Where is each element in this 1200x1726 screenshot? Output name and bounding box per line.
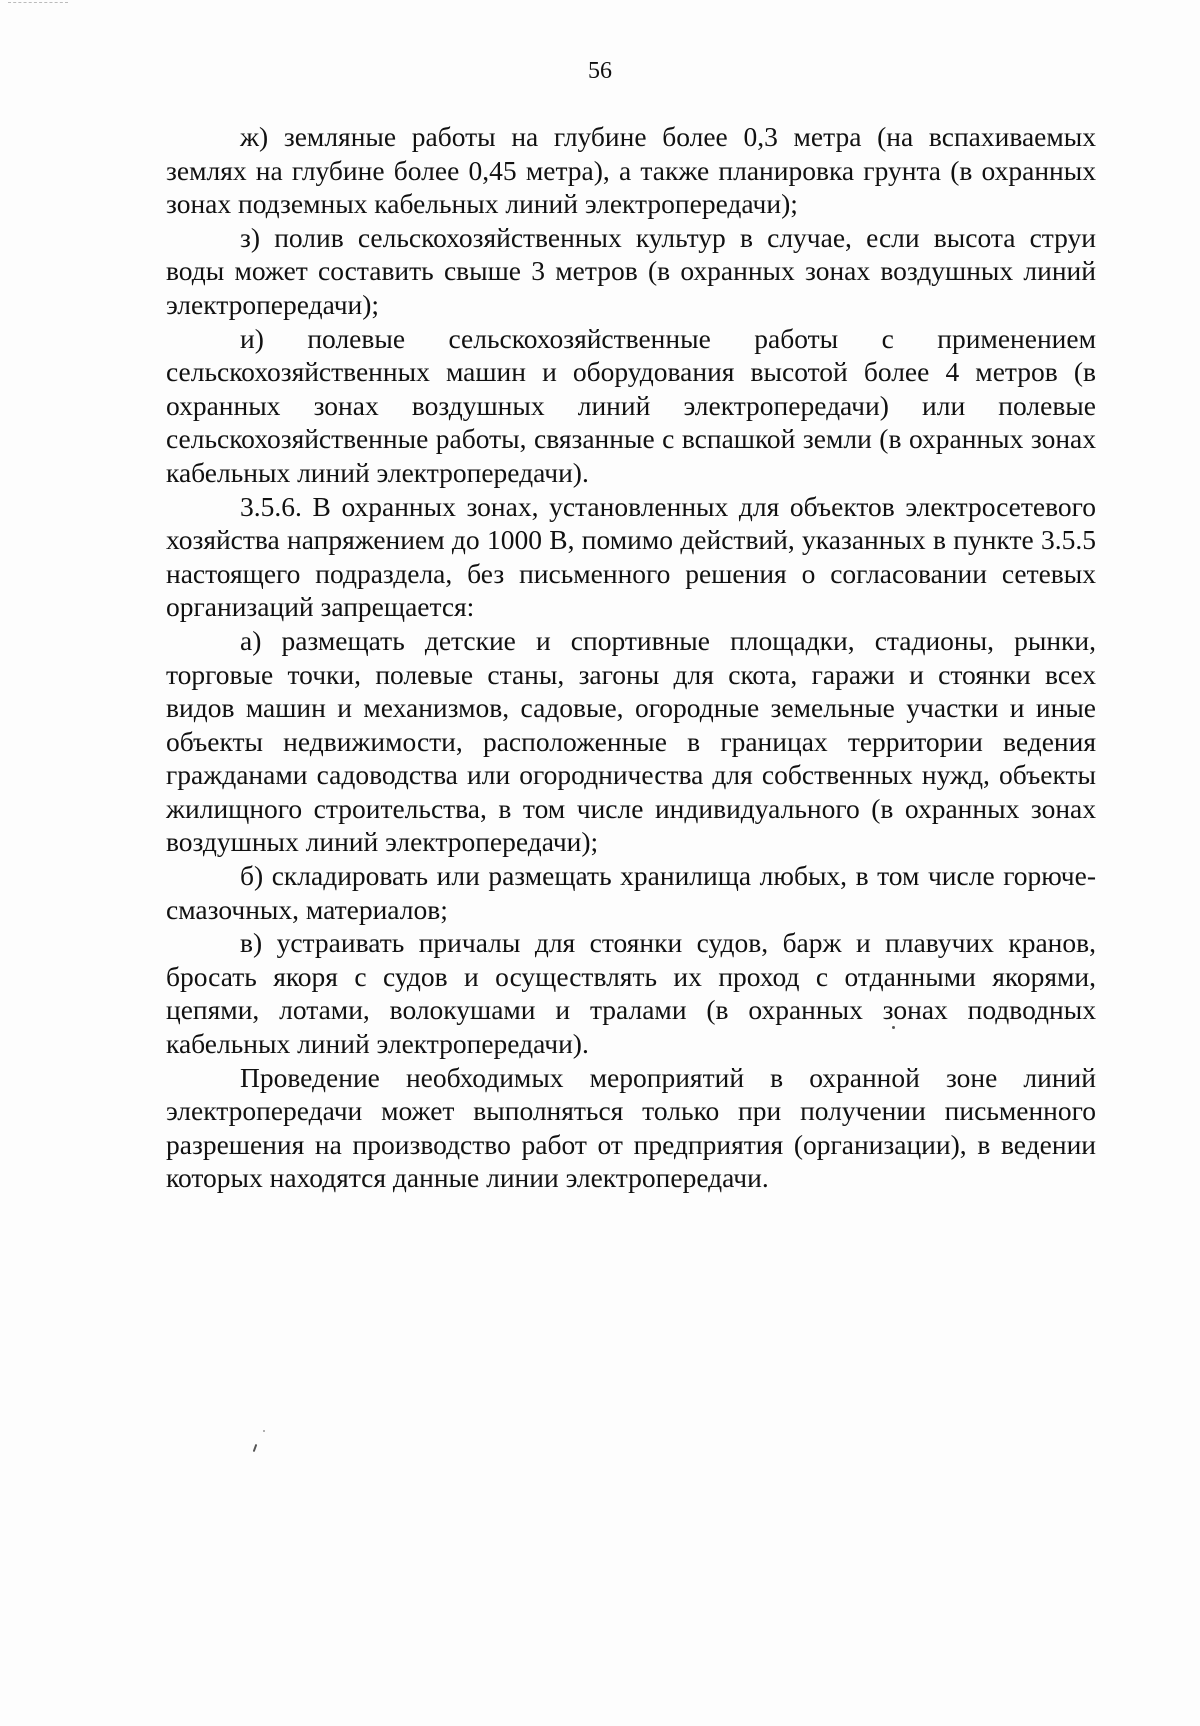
scan-speck [253,1444,258,1452]
paragraph-i: и) полевые сельскохозяйственные работы с применением сельскохозяйственных машин и оборудования высотой более 4 метров (в охранных зонах воздушных линий электропередачи) или полевые сельскохозяйственные работы, связанные с вспашкой земли (в охранных зонах кабельных линий электропередачи). [166,322,1096,488]
paragraph-v: в) устраивать причалы для стоянки судов, барж и плавучих кранов, бросать якоря с судов и осуществлять их проход с отданными якорями, цепями, лотами, волокушами и тралами (в охранных зонах подводных кабельных линий электропередачи). [166,927,1096,1060]
paragraph-b: б) складировать или размещать хранилища любых, в том числе горюче-смазочных, материалов; [166,860,1096,925]
document-body [166,120,1096,1195]
paragraph-closing: Проведение необходимых мероприятий в охранной зоне линий электропередачи может выполняться только при получении письменного разрешения на производство работ от предприятия (организации), в ведении которых находятся данные линии электропередачи. [166,1061,1096,1194]
paragraph-3-5-6: 3.5.6. В охранных зонах, установленных для объектов электросетевого хозяйства напряжением до 1000 В, помимо действий, указанных в пункте 3.5.5 настоящего подраздела, без письменного решения о согласовании сетевых организаций запрещается: [166,490,1096,623]
scan-speck [892,1026,895,1029]
paragraph-zh: ж) земляные работы на глубине более 0,3 метра (на вспахиваемых землях на глубине более 0,45 метра), а также планировка грунта (в охранных зонах подземных кабельных линий электропередачи); [166,121,1096,220]
paragraph-a: а) размещать детские и спортивные площадки, стадионы, рынки, торговые точки, полевые станы, загоны для скота, гаражи и стоянки всех видов машин и механизмов, садовые, огородные земельные участки и иные объекты недвижимости, расположенные в границах территории ведения гражданами садоводства или огородничества для собственных нужд, объекты жилищного строительства, в том числе индивидуального (в охранных зонах воздушных линий электропередачи); [166,624,1096,858]
page-number: 56 [588,58,612,84]
scan-speck [263,1430,265,1432]
scan-edge-mark [8,2,68,4]
paragraph-z: з) полив сельскохозяйственных культур в случае, если высота струи воды может составить свыше 3 метров (в охранных зонах воздушных линий электропередачи); [166,221,1096,320]
